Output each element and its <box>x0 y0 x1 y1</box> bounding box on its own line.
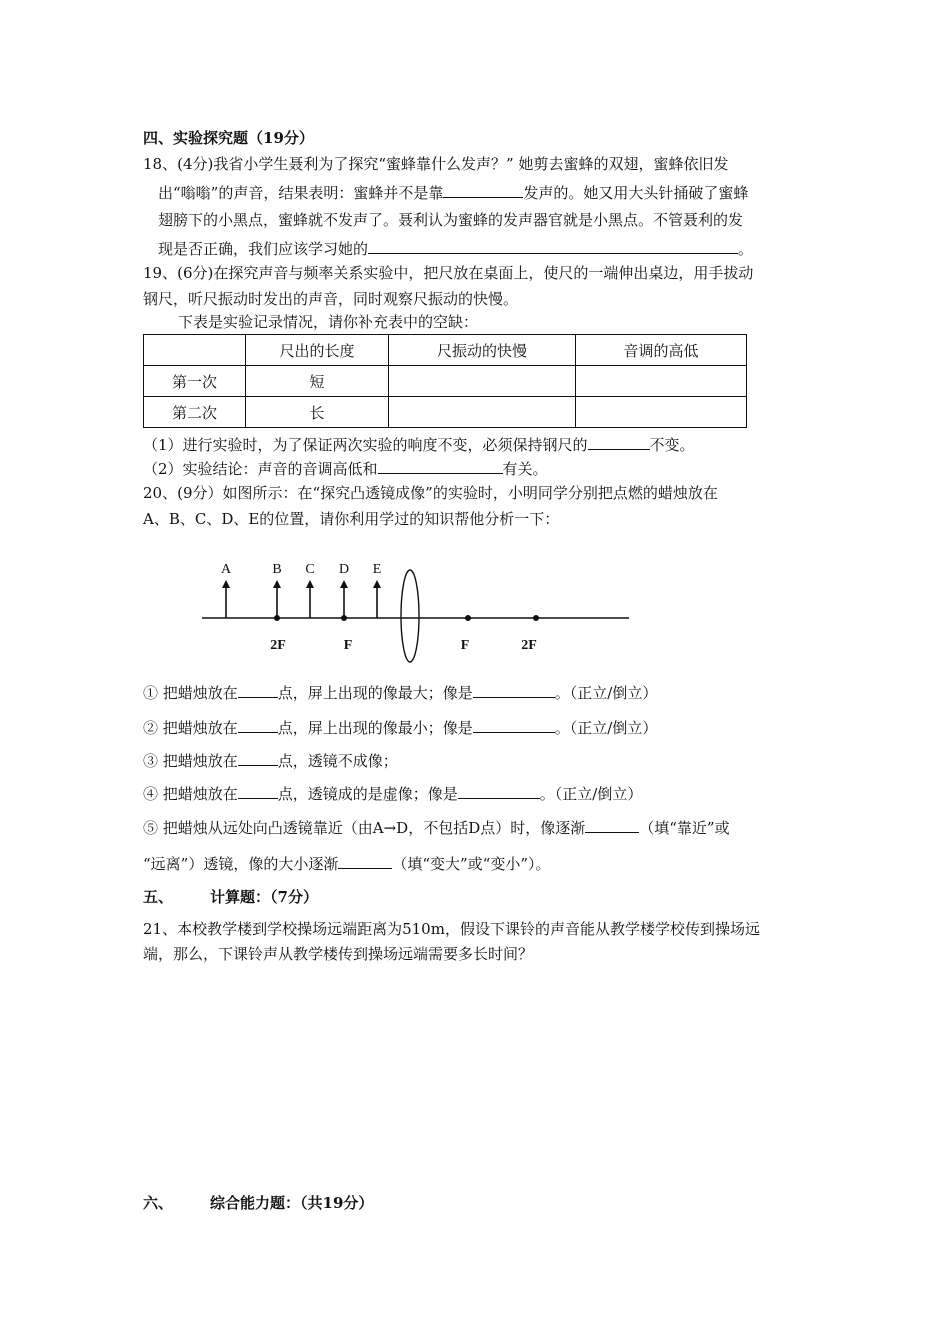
q20-blank[interactable] <box>458 783 540 799</box>
section5-title: 计算题：（7分） <box>210 888 318 906</box>
table-header-cell <box>144 335 246 366</box>
q20-text: “远离”）透镜，像的大小逐渐 <box>143 855 339 873</box>
q18-line4 <box>158 238 753 259</box>
q20-blank[interactable] <box>473 717 555 733</box>
focal-point-2F-right <box>533 615 539 621</box>
q19-line2: 钢尺，听尺振动时发出的声音，同时观察尺振动的快慢。 <box>143 290 519 308</box>
q20-item-5-cont <box>143 853 551 874</box>
q20-text: 点，透镜成的是虚像；像是 <box>277 785 458 803</box>
table-row <box>144 397 747 428</box>
label-E: E <box>372 562 382 577</box>
q19-blank-2[interactable] <box>378 458 503 474</box>
table-cell-blank[interactable] <box>576 397 747 428</box>
q19-sub1 <box>143 434 695 455</box>
q18-text: 现是否正确，我们应该学习她的 <box>158 240 369 258</box>
q20-text: ⑤ 把蜡烛从远处向凸透镜靠近（由A→D，不包括D点）时，像逐渐 <box>143 819 586 837</box>
focal-point-F-left <box>341 615 347 621</box>
q20-item-4 <box>143 783 642 804</box>
table-header-cell: 尺出的长度 <box>246 335 389 366</box>
candle-arrow-B <box>273 580 281 618</box>
label-A: A <box>220 562 232 577</box>
q19-text: 有关。 <box>502 460 548 478</box>
q18-text: 。 <box>738 240 754 258</box>
table-cell: 长 <box>246 397 389 428</box>
q20-item-1 <box>143 682 657 703</box>
label-D: D <box>338 562 350 577</box>
q19-blank-1[interactable] <box>588 434 650 450</box>
q19-line1: 19、(6分)在探究声音与频率关系实验中，把尺放在桌面上，使尺的一端伸出桌边，用手拔动 <box>143 264 754 282</box>
q20-blank[interactable] <box>238 783 278 799</box>
q20-blank[interactable] <box>238 717 278 733</box>
focal-point-2F-left <box>274 615 280 621</box>
q20-text: ③ 把蜡烛放在 <box>143 752 238 770</box>
q20-text: （填“靠近”或 <box>639 819 730 837</box>
section6-title: 综合能力题：（共19分） <box>210 1194 374 1212</box>
q20-item-3 <box>143 750 398 771</box>
label-B: B <box>272 562 282 577</box>
label-C: C <box>305 562 315 577</box>
table-cell: 第二次 <box>144 397 246 428</box>
section5-number: 五、 <box>143 888 174 906</box>
label-2F-left: 2F <box>270 638 286 653</box>
q18-blank-2[interactable] <box>368 238 738 254</box>
convex-lens <box>401 570 419 662</box>
lens-diagram <box>195 555 645 670</box>
candle-arrow-C <box>306 580 314 618</box>
q20-text: 。（正立/倒立） <box>554 684 658 702</box>
candle-arrow-D <box>340 580 348 618</box>
label-F-right: F <box>460 638 470 653</box>
q20-blank[interactable] <box>238 682 278 698</box>
q21-line2: 端，那么，下课铃声从教学楼传到操场远端需要多长时间？ <box>143 945 534 963</box>
q19-text: （2）实验结论：声音的音调高低和 <box>143 460 378 478</box>
q19-table-intro: 下表是实验记录情况，请你补充表中的空缺： <box>178 313 479 331</box>
q20-text: ④ 把蜡烛放在 <box>143 785 238 803</box>
table-header-cell: 音调的高低 <box>576 335 747 366</box>
q20-item-2 <box>143 717 657 738</box>
table-cell-blank[interactable] <box>389 397 576 428</box>
candle-arrow-E <box>373 580 381 618</box>
q20-text: 点，屏上出现的像最小；像是 <box>277 719 473 737</box>
table-cell-blank[interactable] <box>389 366 576 397</box>
q20-text: ① 把蜡烛放在 <box>143 684 238 702</box>
q20-line2: A、B、C、D、E的位置，请你利用学过的知识帮他分析一下： <box>143 510 560 528</box>
section4-title: 四、实验探究题（19分） <box>143 129 314 147</box>
table-cell: 第一次 <box>144 366 246 397</box>
q19-sub2 <box>143 458 548 479</box>
q19-text: 不变。 <box>649 436 695 454</box>
record-table <box>143 334 747 428</box>
table-header-cell: 尺振动的快慢 <box>389 335 576 366</box>
candle-arrow-A <box>222 580 230 618</box>
table-row <box>144 366 747 397</box>
q20-text: ② 把蜡烛放在 <box>143 719 238 737</box>
q20-text: 。（正立/倒立） <box>554 719 658 737</box>
q20-blank[interactable] <box>238 750 278 766</box>
label-2F-right: 2F <box>521 638 537 653</box>
q18-line3: 翅膀下的小黑点，蜜蜂就不发声了。聂利认为蜜蜂的发声器官就是小黑点。不管聂利的发 <box>158 211 744 229</box>
q20-blank[interactable] <box>585 817 639 833</box>
q18-blank-1[interactable] <box>443 182 523 198</box>
label-F-left: F <box>343 638 353 653</box>
q19-text: （1）进行实验时，为了保证两次实验的响度不变，必须保持钢尺的 <box>143 436 588 454</box>
q18-text: 出“嗡嗡”的声音，结果表明：蜜蜂并不是靠 <box>158 184 444 202</box>
table-cell: 短 <box>246 366 389 397</box>
q18-text: 发声的。她又用大头针捅破了蜜蜂 <box>523 184 749 202</box>
q18-line1: 18、(4分)我省小学生聂利为了探究“蜜蜂靠什么发声？” 她剪去蜜蜂的双翅，蜜蜂依旧发 <box>143 155 729 173</box>
q20-text: 。（正立/倒立） <box>539 785 643 803</box>
table-header-row <box>144 335 747 366</box>
table-cell-blank[interactable] <box>576 366 747 397</box>
q20-text: （填“变大”或“变小”）。 <box>392 855 551 873</box>
q20-text: 点，透镜不成像； <box>277 752 398 770</box>
q20-line1: 20、(9分）如图所示：在“探究凸透镜成像”的实验时，小明同学分别把点燃的蜡烛放在 <box>143 484 718 502</box>
q20-text: 点，屏上出现的像最大；像是 <box>277 684 473 702</box>
q20-blank[interactable] <box>338 853 392 869</box>
q20-item-5 <box>143 817 730 838</box>
q21-line1: 21、本校教学楼到学校操场远端距离为510m，假设下课铃的声音能从教学楼学校传到操场远 <box>143 920 760 938</box>
q20-blank[interactable] <box>473 682 555 698</box>
focal-point-F-right <box>465 615 471 621</box>
q18-line2 <box>158 182 748 203</box>
section6-number: 六、 <box>143 1194 174 1212</box>
